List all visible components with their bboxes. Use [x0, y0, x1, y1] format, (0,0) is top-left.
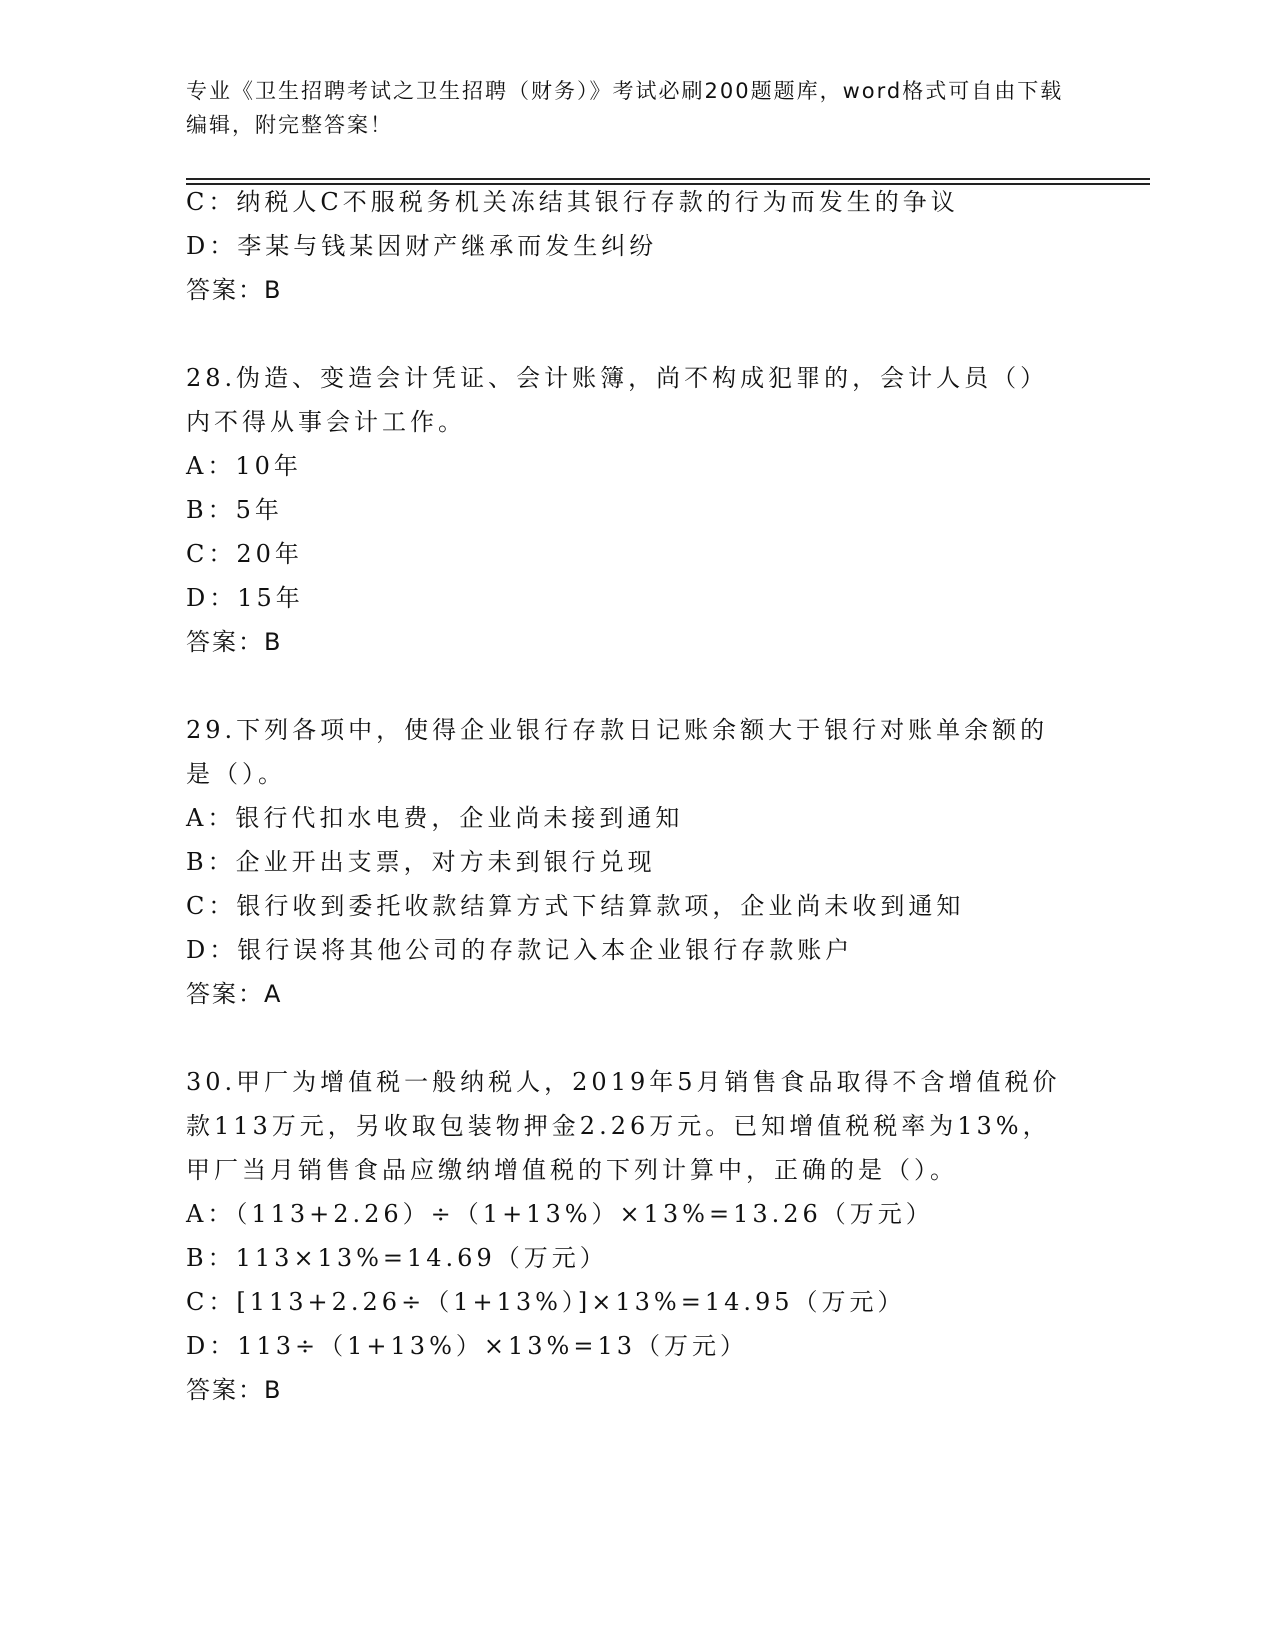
option-line: D：银行误将其他公司的存款记入本企业银行存款账户 [186, 936, 854, 964]
answer-line: 答案：B [186, 276, 283, 304]
option-line: D：113÷（1+13%）×13%=13（万元） [186, 1332, 748, 1360]
option-line: D：15年 [186, 584, 304, 612]
question-stem-line: 甲厂当月销售食品应缴纳增值税的下列计算中，正确的是（）。 [186, 1156, 958, 1184]
question-stem-line: 30.甲厂为增值税一般纳税人，2019年5月销售食品取得不含增值税价 [186, 1068, 1061, 1096]
option-line: A：（113+2.26）÷（1+13%）×13%=13.26（万元） [186, 1200, 934, 1228]
question-stem-line: 28.伪造、变造会计凭证、会计账簿，尚不构成犯罪的，会计人员（） [186, 364, 1049, 392]
option-line: B：113×13%=14.69（万元） [186, 1244, 608, 1272]
option-line: B：企业开出支票，对方未到银行兑现 [186, 848, 656, 876]
option-line: B：5年 [186, 496, 283, 524]
option-line: D：李某与钱某因财产继承而发生纠纷 [186, 232, 658, 260]
option-line: A：10年 [186, 452, 302, 480]
answer-line: 答案：B [186, 628, 283, 656]
question-stem-line: 内不得从事会计工作。 [186, 408, 466, 436]
option-line: C：银行收到委托收款结算方式下结算款项，企业尚未收到通知 [186, 892, 965, 920]
option-line: C：20年 [186, 540, 303, 568]
option-line: C：[113+2.26÷（1+13%）]×13%=14.95（万元） [186, 1288, 906, 1316]
option-line: A：银行代扣水电费，企业尚未接到通知 [186, 804, 684, 832]
header-rule-bottom [186, 183, 1150, 185]
question-stem-line: 款113万元，另收取包装物押金2.26万元。已知增值税税率为13%， [186, 1112, 1051, 1140]
answer-line: 答案：A [186, 980, 283, 1008]
document-header: 专业《卫生招聘考试之卫生招聘（财务）》考试必刷200题题库，word格式可自由下载编辑，附完整答案！ [186, 79, 1064, 137]
question-stem-line: 是（）。 [186, 760, 286, 788]
answer-line: 答案：B [186, 1376, 283, 1404]
header-rule-top [186, 178, 1150, 180]
option-line: C：纳税人C不服税务机关冻结其银行存款的行为而发生的争议 [186, 188, 959, 216]
question-stem-line: 29.下列各项中，使得企业银行存款日记账余额大于银行对账单余额的 [186, 716, 1049, 744]
